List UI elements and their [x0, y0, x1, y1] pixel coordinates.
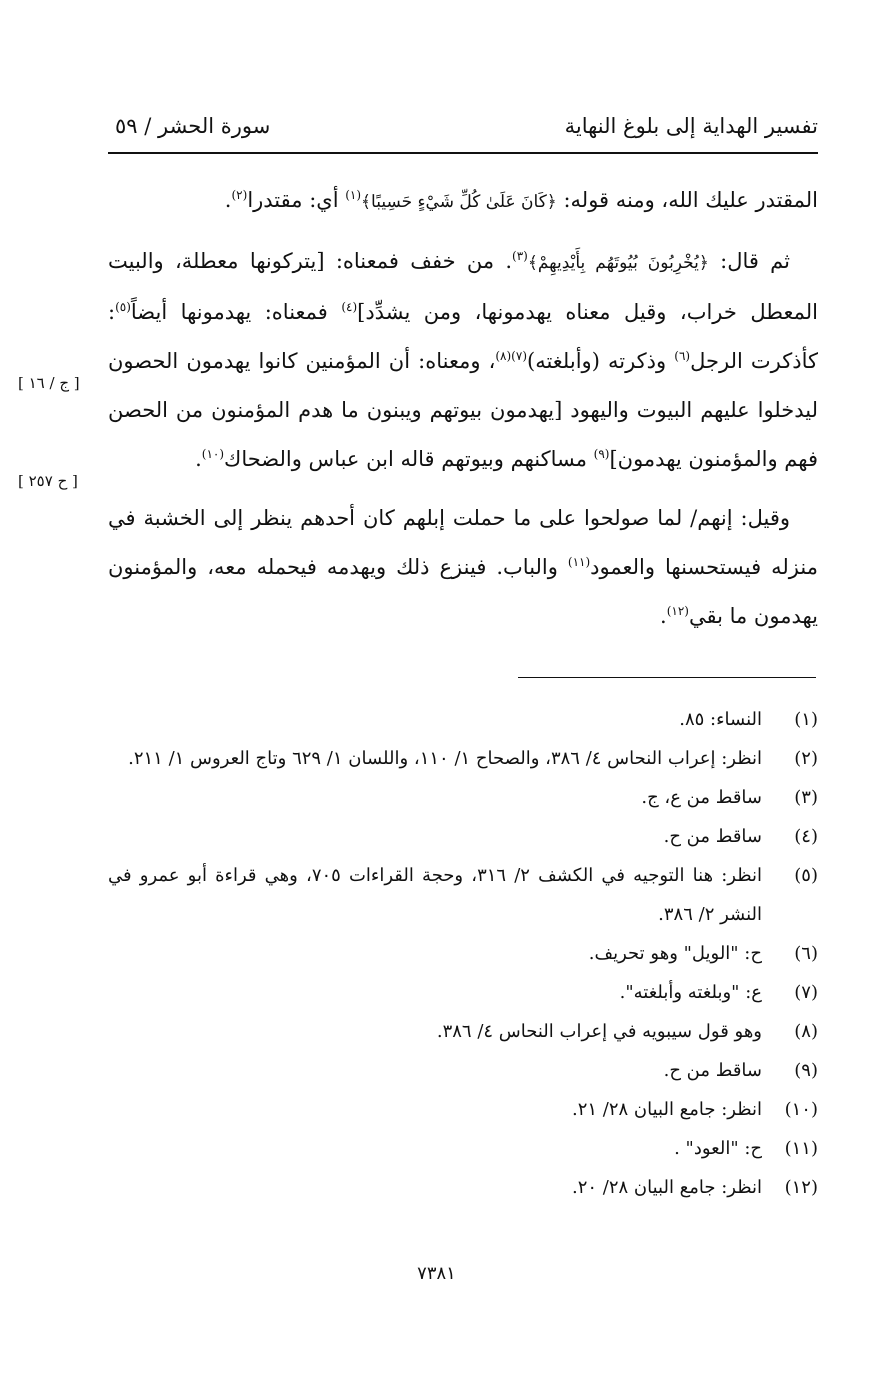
footnote-marker: (١١)	[567, 555, 591, 569]
margin-note-manuscript-j: [ ج / ١٦ ]	[18, 374, 80, 392]
footnote-divider	[518, 677, 816, 678]
footnote-item	[108, 934, 818, 973]
paragraph-text: .	[224, 188, 232, 212]
body-paragraph	[108, 494, 818, 641]
footnote-number: (٧)	[794, 982, 818, 1003]
paragraph-text: فمعناه: يهدمونها أيضاً	[130, 300, 342, 324]
footnote-item	[108, 1168, 818, 1207]
footnote-number: (٣)	[794, 787, 818, 808]
footnote-number: (١١)	[784, 1138, 818, 1159]
body-paragraph	[108, 176, 818, 227]
body-text	[108, 176, 818, 651]
footnote-item	[108, 778, 818, 817]
footnote-text: انظر: هنا التوجيه في الكشف ٢/ ٣١٦، وحجة القراءات ٧٠٥، وهي قراءة أبو عمرو في النشر ٢/ ٣٨٦.	[108, 865, 762, 925]
footnote-text: انظر: جامع البيان ٢٨/ ٢١.	[571, 1099, 762, 1120]
footnote-marker: (٣)	[512, 249, 528, 263]
footnote-item	[108, 1012, 818, 1051]
footnote-number: (١٢)	[784, 1177, 818, 1198]
footnote-number: (١٠)	[784, 1099, 818, 1120]
footnote-item	[108, 856, 818, 934]
quran-verse: ﴿يُخْرِبُونَ بُيُوتَهُم بِأَيْدِيهِمْ﴾	[527, 253, 709, 273]
paragraph-text: ، ومعناه: أن المؤمنين كانوا يهدمون الحصون ليدخلوا عليهم البيوت واليهود [يهدمون بيوتهم ويبنون ما هدم المؤمنون من الحصن فهم والمؤمنون يهدمون]	[108, 349, 818, 471]
footnote-text: انظر: جامع البيان ٢٨/ ٢٠.	[571, 1177, 762, 1198]
paragraph-text: أي: مقتدرا	[247, 188, 346, 212]
footnote-number: (٨)	[794, 1021, 818, 1042]
paragraph-text: . من خفف فمعناه: [يتركونها معطلة، والبيت المعطل خراب، وقيل معناه يهدمونها، ومن يشدِّد]	[108, 249, 818, 324]
footnote-marker: (٧)(٨)	[495, 349, 527, 363]
footnote-text: ساقط من ح.	[663, 826, 762, 847]
footnote-item	[108, 1090, 818, 1129]
footnote-number: (٢)	[794, 748, 818, 769]
footnote-text: ح: "الويل" وهو تحريف.	[588, 943, 762, 964]
footnote-item	[108, 1129, 818, 1168]
footnote-number: (٥)	[794, 865, 818, 886]
paragraph-text: .	[660, 604, 667, 628]
body-paragraph	[108, 237, 818, 484]
footnote-text: ساقط من ح.	[663, 1060, 762, 1081]
book-title: تفسير الهداية إلى بلوغ النهاية	[564, 114, 818, 138]
paragraph-text: وذكرته (وأبلغته)	[527, 349, 675, 373]
footnote-number: (٦)	[794, 943, 818, 964]
paragraph-text: وقيل: إنهم/ لما صولحوا على ما حملت إبلهم كان أحدهم ينظر إلى الخشبة في منزله فيستحسنها والعمود	[108, 506, 818, 579]
footnote-text: ح: "العود" .	[674, 1138, 762, 1159]
footnote-marker: (١)	[345, 188, 362, 202]
header-divider	[108, 152, 818, 154]
footnote-text: وهو قول سيبويه في إعراب النحاس ٤/ ٣٨٦.	[436, 1021, 762, 1042]
footnotes-list	[108, 700, 818, 1207]
footnote-marker: (٩)	[593, 447, 610, 461]
footnote-text: النساء: ٨٥.	[679, 709, 762, 730]
footnote-marker: (١٠)	[201, 447, 225, 461]
footnote-text: ع: "وبلغته وأبلغته".	[619, 982, 762, 1003]
paragraph-text: : كأذكرت الرجل	[108, 300, 818, 373]
quran-verse: ﴿كَانَ عَلَىٰ كُلِّ شَيْءٍ حَسِيبًا﴾	[361, 192, 557, 212]
footnote-marker: (٦)	[674, 349, 691, 363]
margin-note-manuscript-h: [ ح ٢٥٧ ]	[18, 472, 78, 490]
footnote-number: (٩)	[794, 1060, 818, 1081]
footnote-number: (١)	[794, 709, 818, 730]
paragraph-text: .	[195, 447, 202, 471]
footnote-text: انظر: إعراب النحاس ٤/ ٣٨٦، والصحاح ١/ ١١٠، واللسان ١/ ٦٢٩ وتاج العروس ١/ ٢١١.	[128, 748, 762, 769]
paragraph-text: والباب. فينزع ذلك ويهدمه فيحمله معه، والمؤمنون يهدمون ما بقي	[108, 555, 818, 628]
footnote-marker: (٥)	[115, 300, 131, 314]
footnote-text: ساقط من ع، ج.	[641, 787, 762, 808]
footnote-marker: (٤)	[341, 300, 358, 314]
footnote-number: (٤)	[794, 826, 818, 847]
paragraph-text: المقتدر عليك الله، ومنه قوله:	[556, 188, 818, 212]
footnote-item	[108, 817, 818, 856]
footnote-item	[108, 700, 818, 739]
footnote-marker: (١٢)	[666, 604, 689, 618]
page-number: ٧٣٨١	[417, 1263, 456, 1284]
footnote-item	[108, 739, 818, 778]
paragraph-text: مساكنهم وبيوتهم قاله ابن عباس والضحاك	[224, 447, 594, 471]
footnote-item	[108, 1051, 818, 1090]
surah-reference: سورة الحشر / ٥٩	[115, 114, 271, 138]
footnote-item	[108, 973, 818, 1012]
footnote-marker: (٢)	[231, 188, 248, 202]
paragraph-text: ثم قال:	[708, 249, 791, 273]
